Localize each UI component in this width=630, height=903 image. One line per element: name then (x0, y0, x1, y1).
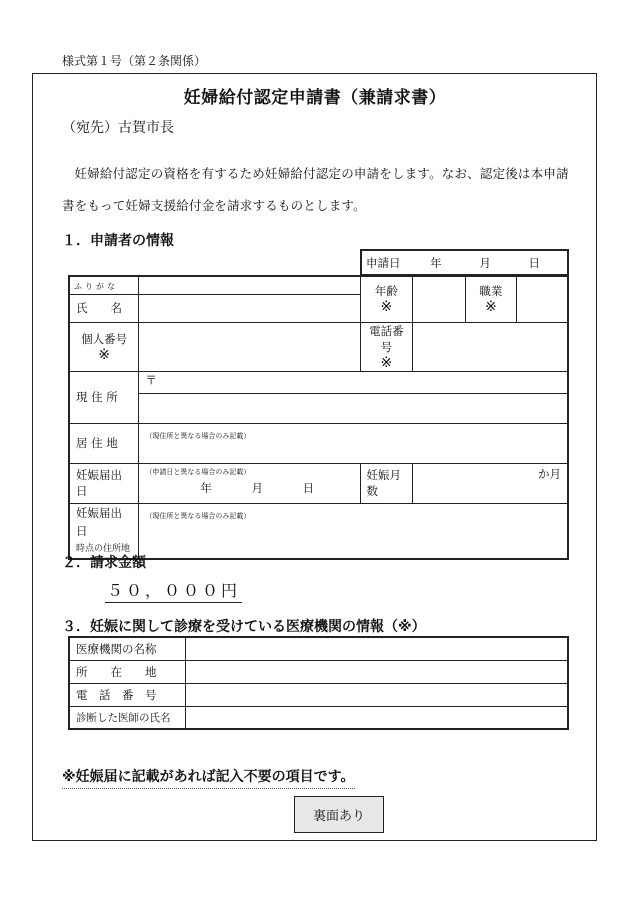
id-mark: ※ (98, 346, 111, 363)
application-date-table (360, 249, 569, 276)
postal-mark: 〒 (145, 372, 157, 387)
id-label-cell (69, 322, 139, 371)
furigana-label: ふりがな (74, 282, 118, 292)
occupation-label: 職業 (479, 284, 503, 299)
age-mark: ※ (380, 299, 393, 316)
furigana-label-cell (69, 276, 139, 294)
notify-address-label-2: 時点の住所地 (76, 543, 131, 554)
furigana-input[interactable] (139, 276, 360, 294)
phone-label: 電話番号 (369, 323, 404, 354)
notify-address-note: （現住所と異なる場合のみ記載） (145, 511, 251, 520)
facility-address-input[interactable] (185, 660, 568, 683)
residence-input[interactable] (139, 423, 568, 463)
facility-phone-input[interactable] (185, 683, 568, 706)
phone-mark: ※ (380, 354, 393, 371)
occupation-mark: ※ (485, 299, 497, 316)
date-month: 月 (479, 255, 491, 270)
footnote: ※妊娠届に記載があれば記入不要の項目です。 (62, 766, 355, 789)
months-label: 妊娠月数 (360, 463, 413, 503)
notify-address-label-cell (69, 503, 139, 559)
section2-heading: ２．請求金額 (62, 555, 146, 571)
facility-address-label: 所 在 地 (69, 660, 185, 683)
residence-label: 居 住 地 (69, 423, 139, 463)
section1-heading: １．申請者の情報 (62, 233, 174, 249)
residence-note: （現住所と異なる場合のみ記載） (145, 431, 251, 440)
form-number: 様式第１号（第２条関係） (62, 54, 207, 68)
notify-address-input[interactable] (139, 503, 568, 559)
date-year: 年 (430, 255, 442, 270)
facility-name-input[interactable] (185, 637, 568, 660)
name-input[interactable] (139, 294, 360, 322)
id-label: 個人番号 (81, 331, 128, 346)
address-label: 現 住 所 (69, 371, 139, 423)
medical-table (68, 636, 569, 730)
age-label-cell (360, 276, 413, 322)
id-number-input[interactable] (139, 322, 360, 371)
application-date-cell[interactable] (361, 250, 568, 275)
age-label: 年齢 (374, 284, 398, 299)
page-title: 妊婦給付認定申請書（兼請求書） (183, 88, 447, 108)
notify-date-note: （申請日と異なる場合のみ記載） (145, 467, 251, 476)
notify-month: 月 (251, 480, 263, 495)
occupation-input[interactable] (516, 276, 568, 322)
notify-address-label-1: 妊娠届出日 (76, 505, 122, 538)
address-input[interactable] (139, 393, 568, 423)
phone-input[interactable] (413, 322, 568, 371)
request-amount: ５０，０００円 (105, 578, 242, 603)
notify-day: 日 (302, 480, 315, 495)
back-side-button[interactable]: 裏面あり (294, 796, 384, 833)
months-input[interactable] (413, 463, 568, 503)
addressee: （宛先）古賀市長 (62, 120, 174, 136)
postal-code-input[interactable] (139, 371, 568, 393)
notify-date-label: 妊娠届出日 (69, 463, 139, 503)
date-day: 日 (528, 255, 540, 270)
name-label: 氏 名 (69, 294, 139, 322)
doctor-name-label: 診断した医師の氏名 (69, 706, 185, 729)
date-label: 申請日 (366, 255, 401, 270)
notify-year: 年 (200, 480, 212, 495)
facility-phone-label: 電 話 番 号 (69, 683, 185, 706)
section3-heading: ３．妊娠に関して診療を受けている医療機関の情報（※） (62, 619, 426, 635)
phone-label-cell (360, 322, 413, 371)
facility-name-label: 医療機関の名称 (69, 637, 185, 660)
applicant-table (68, 275, 569, 560)
intro-text: 妊婦給付認定の資格を有するため妊婦給付認定の申請をします。なお、認定後は本申請書をもって妊婦支援給付金を請求するものとします。 (62, 166, 569, 213)
age-input[interactable] (413, 276, 466, 322)
occupation-label-cell (465, 276, 516, 322)
months-unit: か月 (538, 466, 561, 481)
notify-date-input[interactable] (139, 463, 360, 503)
doctor-name-input[interactable] (185, 706, 568, 729)
